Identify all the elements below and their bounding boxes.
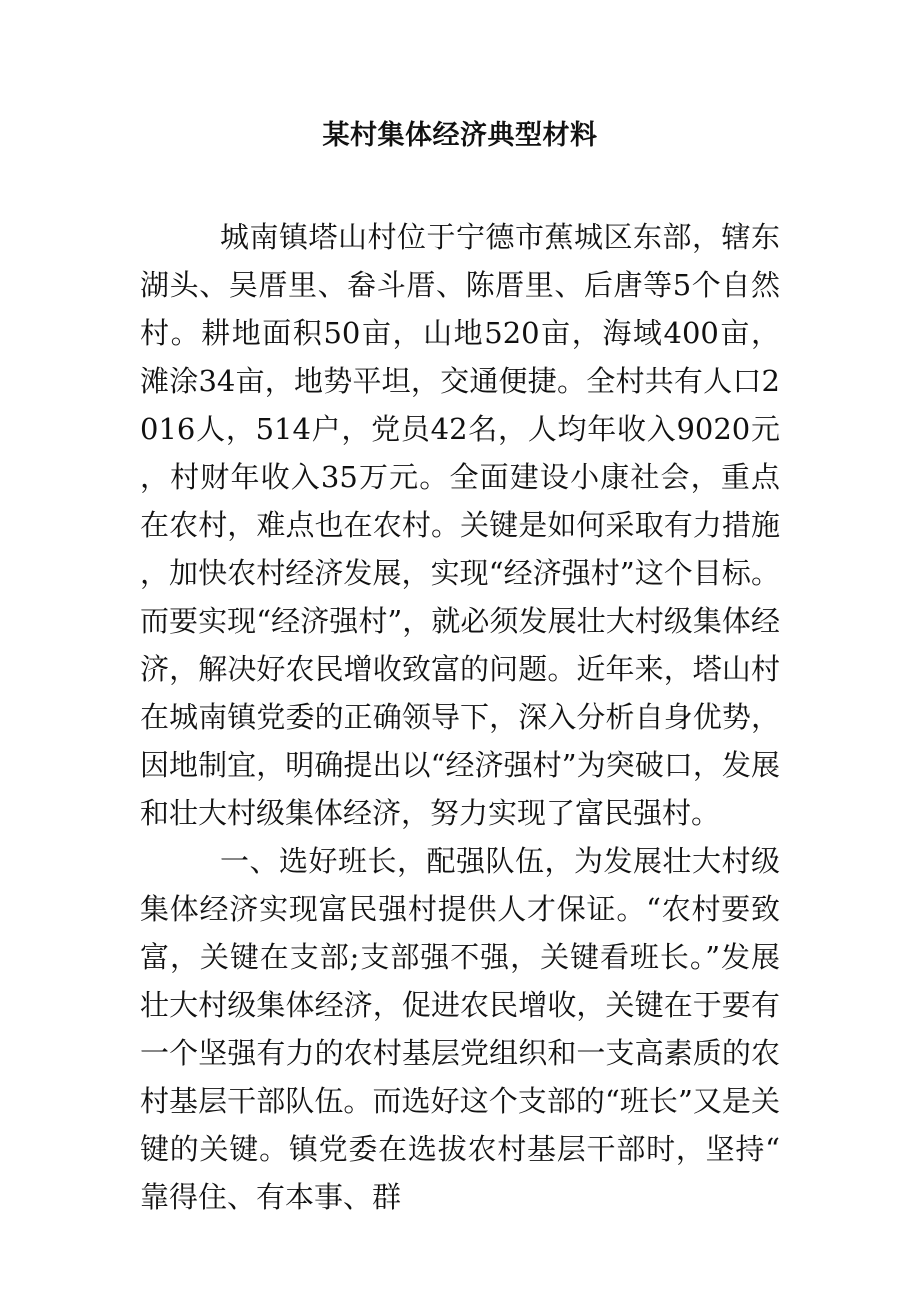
document-title: 某村集体经济典型材料 — [322, 120, 598, 151]
document-body — [140, 213, 780, 1221]
paragraph-intro: 城南镇塔山村位于宁德市蕉城区东部，辖东湖头、吴厝里、畚斗厝、陈厝里、后唐等5个自然村。耕地面积50亩，山地520亩，海域400亩，滩涂34亩，地势平坦，交通便捷。全村共有人口2016人，514户，党员42名，人均年收入9020元，村财年收入35万元。全面建设小康社会，重点在农村，难点也在农村。关键是如何采取有力措施，加快农村经济发展，实现“经济强村”这个目标。而要实现“经济强村”，就必须发展壮大村级集体经济，解决好农民增收致富的问题。近年来，塔山村在城南镇党委的正确领导下，深入分析自身优势，因地制宜，明确提出以“经济强村”为突破口，发展和壮大村级集体经济，努力实现了富民强村。 — [140, 220, 780, 830]
paragraph-section-one: 一、选好班长，配强队伍，为发展壮大村级集体经济实现富民强村提供人才保证。“农村要致富，关键在支部;支部强不强，关键看班长。”发展壮大村级集体经济，促进农民增收，关键在于要有一个坚强有力的农村基层党组织和一支高素质的农村基层干部队伍。而选好这个支部的“班长”又是关键的关键。镇党委在选拔农村基层干部时，坚持“靠得住、有本事、群 — [140, 844, 780, 1214]
